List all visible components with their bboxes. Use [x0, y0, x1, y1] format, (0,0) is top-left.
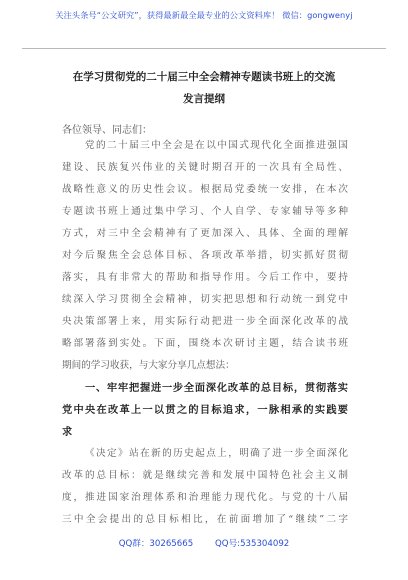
salutation: 各位领导、同志们：: [62, 125, 152, 136]
footer-contact: [0, 537, 408, 549]
paragraph-line: 央决策部署上来，用实际行动把进一步全面深化改革的战: [62, 316, 348, 327]
paragraph-line: 专题读书班上通过集中学习、个人自学、专家辅导等多种: [62, 206, 348, 217]
paragraph-line: 略部署落到实处。下面，围绕本次研讨主题，结合读书班: [62, 338, 348, 349]
footer-qq-group: QQ群：30265665: [118, 539, 194, 549]
paragraph-line: 战略性意义的历史性会议。根据局党委统一安排，在本次: [62, 184, 348, 195]
section-heading-line: 一、牢牢把握进一步全面深化改革的总目标，贯彻落实: [85, 382, 348, 394]
paragraph-line: 三中全会提出的总目标相比，在前面增加了“继续”二字: [62, 514, 348, 525]
header-divider: [22, 48, 386, 49]
paragraph-line: 续深入学习贯彻全会精神，切实把思想和行动统一到党中: [62, 294, 348, 305]
paragraph-line: 改革的总目标：就是继续完善和发展中国特色社会主义制: [62, 470, 348, 481]
paragraph-line: 对今后聚焦全会总体目标、各项改革举措，切实抓好贯彻: [62, 250, 348, 261]
paragraph-line: 建设、民族复兴伟业的关键时期召开的一次具有全局性、: [62, 162, 348, 173]
paragraph-line: 期间的学习收获，与大家分享几点想法：: [62, 360, 235, 371]
header-banner: 关注头条号“公文研究”，获得最新最全最专业的公文资料库！ 微信：gongwenyj: [55, 10, 353, 20]
paragraph-line: 度，推进国家治理体系和治理能力现代化。与党的十八届: [62, 492, 348, 503]
paragraph-line: 《决定》站在新的历史起点上，明确了进一步全面深化: [85, 448, 348, 459]
section-heading-line: 党中央在改革上一以贯之的目标追求，一脉相承的实践要: [62, 404, 348, 416]
paragraph-line: 方式，对三中全会精神有了更加深入、具体、全面的理解: [62, 228, 348, 239]
paragraph-line: 党的二十届三中全会是在以中国式现代化全面推进强国: [85, 140, 348, 151]
document-title-line-2: 发言提纲: [183, 93, 225, 105]
section-heading-line: 求: [62, 426, 73, 438]
document-title-line-1: 在学习贯彻党的二十届三中全会精神专题读书班上的交流: [72, 71, 336, 83]
footer-qq-number: QQ号:535304092: [215, 539, 290, 549]
paragraph-line: 落实，具有非常大的帮助和指导作用。今后工作中，要持: [62, 272, 348, 283]
